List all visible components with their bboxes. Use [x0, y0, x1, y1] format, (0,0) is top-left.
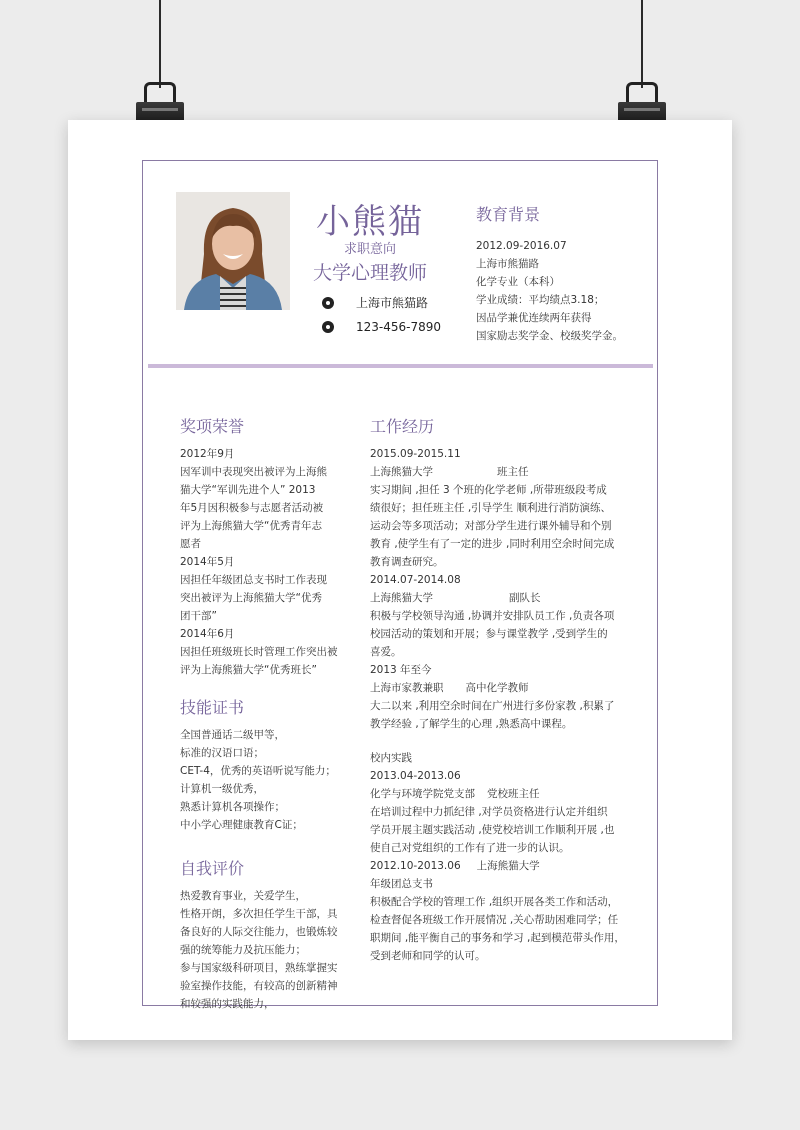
job-org: 上海熊猫大学: [370, 592, 433, 604]
education-line: 化学专业（本科）: [476, 276, 560, 288]
job-desc-line: 教学经验 ,了解学生的心理 ,熟悉高中课程。: [370, 718, 573, 730]
campus-desc-line: 在培训过程中力抓纪律 ,对学员资格进行认定并组织: [370, 806, 608, 818]
campus-desc-line: 学员开展主题实践活动 ,使党校培训工作顺利开展 ,也: [370, 824, 615, 836]
header-divider: [148, 364, 653, 368]
awards-line: 因担任班级班长时管理工作突出被: [180, 646, 338, 658]
skills-line: 全国普通话二级甲等，: [180, 729, 285, 741]
job-org: 上海市家教兼职: [370, 682, 444, 694]
education-section: [476, 202, 656, 345]
resume-name: 小熊猫: [316, 202, 424, 242]
self-eval-line: 和较强的实践能力，: [180, 998, 275, 1010]
job-period: 2014.07-2014.08: [370, 574, 461, 586]
campus-desc-line: 检查督促各班级工作开展情况 ,关心帮助困难同学；任: [370, 914, 619, 926]
skills-line: 标准的汉语口语；: [180, 747, 264, 759]
awards-line: 猫大学“军训先进个人” 2013: [180, 484, 316, 496]
self-eval-line: 热爱教育事业，关爱学生，: [180, 890, 306, 902]
campus-org-row: [370, 785, 620, 803]
self-eval-line: 参与国家级科研项目，熟练掌握实: [180, 962, 338, 974]
job-period: 2013 年至今: [370, 664, 432, 676]
awards-line: 团干部”: [180, 610, 217, 622]
phone-text: 123-456-7890: [356, 320, 442, 334]
right-column: [370, 414, 625, 965]
address-text: 上海市熊猫路: [356, 296, 429, 310]
education-line: 因品学兼优连续两年获得: [476, 312, 592, 324]
job-intent-label: 求职意向: [343, 242, 396, 257]
phone-icon: [322, 321, 334, 333]
awards-line: 评为上海熊猫大学“优秀青年志: [180, 520, 322, 532]
education-line: 学业成绩：平均绩点3.18；: [476, 294, 605, 306]
job-intent: 大学心理教师: [312, 262, 427, 284]
job-desc-line: 运动会等多项活动；对部分学生进行课外辅导和个别: [370, 520, 612, 532]
location-pin-icon: [322, 297, 334, 309]
campus-desc-line: 受到老师和同学的认可。: [370, 950, 486, 962]
job-role: 高中化学教师: [465, 682, 529, 694]
skills-line: CET-4，优秀的英语听说写能力；: [180, 765, 336, 777]
job-org-row: [370, 679, 620, 697]
skills-line: 计算机一级优秀，: [180, 783, 264, 795]
skills-line: 熟悉计算机各项操作；: [180, 801, 285, 813]
awards-line: 因担任年级团总支书时工作表现: [180, 574, 327, 586]
campus-role: 党校班主任: [487, 788, 540, 800]
awards-heading: 奖项荣誉: [180, 417, 245, 436]
skills-heading: 技能证书: [180, 698, 245, 717]
education-line: 国家励志奖学金、校级奖学金。: [476, 330, 623, 342]
campus-desc-line: 职期间 ,能平衡自己的事务和学习 ,起到模范带头作用，: [370, 932, 625, 944]
self-eval-line: 性格开朗，多次担任学生干部，具: [180, 908, 338, 920]
job-org-row: [370, 463, 620, 481]
job-desc-line: 教育调查研究。: [370, 556, 444, 568]
awards-line: 愿者: [180, 538, 201, 550]
profile-photo: [176, 192, 290, 310]
campus-role: 年级团总支书: [370, 878, 433, 890]
education-line: 2012.09-2016.07: [476, 240, 567, 252]
job-org-row: [370, 589, 620, 607]
awards-line: 评为上海熊猫大学“优秀班长”: [180, 664, 317, 676]
resume-paper: [68, 120, 732, 1040]
education-heading: 教育背景: [476, 205, 541, 224]
self-eval-heading: 自我评价: [180, 859, 245, 878]
job-desc-line: 大二以来 ,利用空余时间在广州进行多份家教 ,积累了: [370, 700, 615, 712]
job-role: 副队长: [509, 592, 541, 604]
campus-desc-line: 使自己对党组织的工作有了进一步的认识。: [370, 842, 570, 854]
hanging-wire-left: [159, 0, 161, 88]
job-desc-line: 喜爱。: [370, 646, 402, 658]
awards-line: 2014年5月: [180, 556, 235, 568]
hanging-wire-right: [641, 0, 643, 88]
campus-period: 2013.04-2013.06: [370, 770, 461, 782]
awards-line: 突出被评为上海熊猫大学“优秀: [180, 592, 322, 604]
self-eval-line: 强的统筹能力及抗压能力；: [180, 944, 306, 956]
campus-period: 2012.10-2013.06: [370, 860, 461, 872]
job-desc-line: 绩很好；担任班主任 ,引导学生 顺利进行消防演练、: [370, 502, 612, 514]
self-eval-line: 验室操作技能，有较高的创新精神: [180, 980, 338, 992]
skills-line: 中小学心理健康教育C证；: [180, 819, 303, 831]
left-column: [180, 414, 340, 1013]
awards-line: 年5月因积极参与志愿者活动被: [180, 502, 324, 514]
job-desc-line: 校园活动的策划和开展；参与课堂教学 ,受到学生的: [370, 628, 608, 640]
job-org: 上海熊猫大学: [370, 466, 433, 478]
awards-line: 因军训中表现突出被评为上海熊: [180, 466, 327, 478]
contact-address: [322, 294, 428, 311]
campus-org: 上海熊猫大学: [476, 860, 540, 872]
awards-line: 2012年9月: [180, 448, 235, 460]
awards-line: 2014年6月: [180, 628, 235, 640]
campus-heading: 校内实践: [370, 752, 412, 764]
job-desc-line: 教育 ,使学生有了一定的进步 ,同时利用空余时间完成: [370, 538, 615, 550]
job-desc-line: 积极与学校领导沟通 ,协调并安排队员工作 ,负责各项: [370, 610, 615, 622]
work-heading: 工作经历: [370, 417, 435, 436]
campus-org: 化学与环境学院党支部: [370, 788, 475, 800]
education-line: 上海市熊猫路: [476, 258, 539, 270]
job-desc-line: 实习期间 ,担任 3 个班的化学老师 ,所带班级段考成: [370, 484, 607, 496]
contact-phone: [322, 320, 441, 334]
campus-period-row: [370, 857, 620, 875]
job-period: 2015.09-2015.11: [370, 448, 461, 460]
job-role: 班主任: [497, 466, 529, 478]
self-eval-line: 备良好的人际交往能力，也锻炼较: [180, 926, 338, 938]
campus-desc-line: 积极配合学校的管理工作 ,组织开展各类工作和活动，: [370, 896, 619, 908]
